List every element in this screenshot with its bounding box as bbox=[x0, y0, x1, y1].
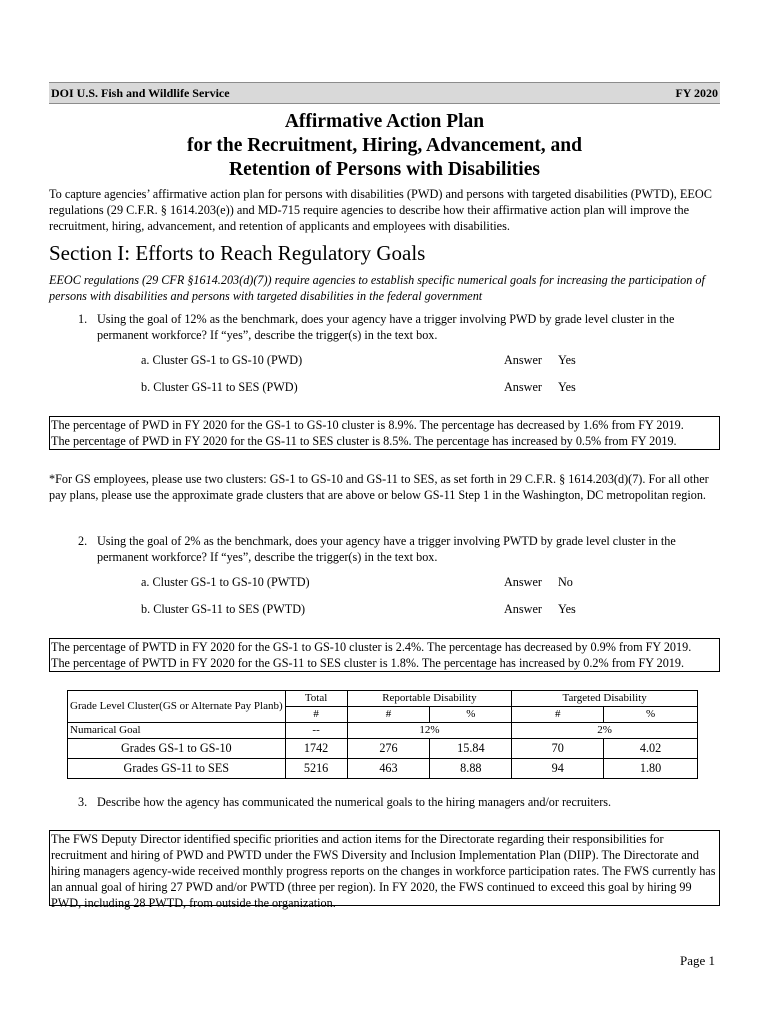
q1-response-box[interactable] bbox=[49, 416, 720, 450]
header-targeted: Targeted Disability bbox=[512, 691, 698, 707]
row-rep-pct: 8.88 bbox=[430, 759, 512, 779]
subheader-rep-pct: % bbox=[430, 707, 512, 723]
table-goal-row bbox=[68, 723, 698, 739]
row-rep-pct: 15.84 bbox=[430, 739, 512, 759]
table-header-row bbox=[68, 691, 698, 707]
row-tgt-num: 70 bbox=[512, 739, 604, 759]
header-total: Total bbox=[285, 691, 347, 707]
row-tgt-num: 94 bbox=[512, 759, 604, 779]
subheader-tgt-num: # bbox=[512, 707, 604, 723]
q1-response-line-2: The percentage of PWD in FY 2020 for the GS-11 to SES cluster is 8.5%. The percentage has increased by 0.5% from FY 2019. bbox=[51, 434, 677, 448]
q2-b-label: b. Cluster GS-11 to SES (PWTD) bbox=[141, 602, 306, 616]
row-tgt-pct: 1.80 bbox=[604, 759, 698, 779]
row-label: Grades GS-11 to SES bbox=[68, 759, 286, 779]
row-label: Grades GS-1 to GS-10 bbox=[68, 739, 286, 759]
q2-a-answer-label: Answer bbox=[504, 575, 542, 589]
header-reportable: Reportable Disability bbox=[347, 691, 512, 707]
title-line-1: Affirmative Action Plan bbox=[284, 111, 485, 132]
question-3 bbox=[78, 794, 718, 810]
row-tgt-pct: 4.02 bbox=[604, 739, 698, 759]
row-total: 1742 bbox=[285, 739, 347, 759]
goal-label: Numarical Goal bbox=[68, 723, 286, 739]
page-number: Page 1 bbox=[679, 953, 715, 968]
header-cluster: Grade Level Cluster(GS or Alternate Pay Planb) bbox=[68, 691, 286, 723]
q1-a-answer-label: Answer bbox=[504, 353, 542, 367]
q2-a-label: a. Cluster GS-1 to GS-10 (PWTD) bbox=[141, 575, 310, 589]
q2-a-answer: No bbox=[558, 575, 573, 589]
question-2 bbox=[78, 533, 718, 565]
q1-a-label: a. Cluster GS-1 to GS-10 (PWD) bbox=[141, 353, 303, 367]
question-number: 3. bbox=[78, 795, 88, 809]
question-text: Using the goal of 2% as the benchmark, does your agency have a trigger involving PWTD by grade level cluster in the permanent workforce? If “yes”, describe the trigger(s) in the text box. bbox=[97, 534, 676, 564]
title-line-2: for the Recruitment, Hiring, Advancement, and bbox=[186, 135, 583, 156]
eeoc-note: EEOC regulations (29 CFR §1614.203(d)(7)) require agencies to establish specific numerical goals for increasing the participation of persons with disabilities and persons with targeted disabilities in the federal government bbox=[49, 273, 705, 303]
question-number: 1. bbox=[78, 312, 88, 326]
subheader-rep-num: # bbox=[347, 707, 430, 723]
title-line-3: Retention of Persons with Disabilities bbox=[229, 159, 540, 180]
q1-b-answer: Yes bbox=[558, 380, 576, 394]
row-rep-num: 276 bbox=[347, 739, 430, 759]
question-text: Using the goal of 12% as the benchmark, does your agency have a trigger involving PWD by grade level cluster in the permanent workforce? If “yes”, describe the trigger(s) in the text box. bbox=[97, 312, 675, 342]
fiscal-year: FY 2020 bbox=[675, 86, 718, 100]
subheader-tgt-pct: % bbox=[604, 707, 698, 723]
gs-cluster-note: *For GS employees, please use two clusters: GS-1 to GS-10 and GS-11 to SES, as set forth in 29 C.F.R. § 1614.203(d)(7). For all other pay plans, please use the approximate grade clusters that are above or below GS-11 Step 1 in the Washington, DC metropolitan region. bbox=[49, 472, 709, 502]
question-1 bbox=[78, 311, 718, 343]
row-total: 5216 bbox=[285, 759, 347, 779]
question-text: Describe how the agency has communicated the numerical goals to the hiring managers and/or recruiters. bbox=[97, 795, 612, 809]
q3-response-box[interactable]: The FWS Deputy Director identified specific priorities and action items for the Directorate regarding their responsibilities for recruitment and hiring of PWD and PWTD under the FWS Diversity and Inclusion Implementation Plan (DIIP). The Directorate and hiring managers agency-wide received monthly progress reports on the changes in workforce participation rates. The FWS currently has an annual goal of hiring 27 PWD and/or PWTD (three per region). In FY 2020, the FWS continued to exceed this goal by hiring 99 PWD, including 28 PWTD, from outside the organization. bbox=[49, 830, 720, 906]
numerical-goals-table bbox=[67, 690, 698, 779]
section-heading: Section I: Efforts to Reach Regulatory Goals bbox=[49, 241, 426, 265]
subheader-total-num: # bbox=[285, 707, 347, 723]
header-bar bbox=[49, 82, 720, 104]
intro-paragraph: To capture agencies’ affirmative action plan for persons with disabilities (PWD) and persons with targeted disabilities (PWTD), EEOC regulations (29 C.F.R. § 1614.203(e)) and MD-715 require agencies to describe how their affirmative action plan will improve the recruitment, hiring, advancement, and retention of applicants and employees with disabilities. bbox=[49, 187, 712, 233]
goal-targeted: 2% bbox=[512, 723, 698, 739]
table-row bbox=[68, 759, 698, 779]
agency-name: DOI U.S. Fish and Wildlife Service bbox=[51, 86, 230, 100]
q2-b-answer: Yes bbox=[558, 602, 576, 616]
page-title bbox=[49, 110, 720, 182]
q2-response-box[interactable] bbox=[49, 638, 720, 672]
q1-a-answer: Yes bbox=[558, 353, 576, 367]
q1-b-label: b. Cluster GS-11 to SES (PWD) bbox=[141, 380, 298, 394]
row-rep-num: 463 bbox=[347, 759, 430, 779]
q2-response-line-1: The percentage of PWTD in FY 2020 for the GS-1 to GS-10 cluster is 2.4%. The percentage has decreased by 0.9% from FY 2019. bbox=[51, 640, 692, 654]
q1-b-answer-label: Answer bbox=[504, 380, 542, 394]
q2-response-line-2: The percentage of PWTD in FY 2020 for the GS-11 to SES cluster is 1.8%. The percentage has increased by 0.2% from FY 2019. bbox=[51, 656, 685, 670]
goal-total: -- bbox=[285, 723, 347, 739]
q2-b-answer-label: Answer bbox=[504, 602, 542, 616]
question-number: 2. bbox=[78, 534, 88, 548]
q1-response-line-1: The percentage of PWD in FY 2020 for the GS-1 to GS-10 cluster is 8.9%. The percentage has decreased by 1.6% from FY 2019. bbox=[51, 418, 684, 432]
table-row bbox=[68, 739, 698, 759]
goal-reportable: 12% bbox=[347, 723, 512, 739]
